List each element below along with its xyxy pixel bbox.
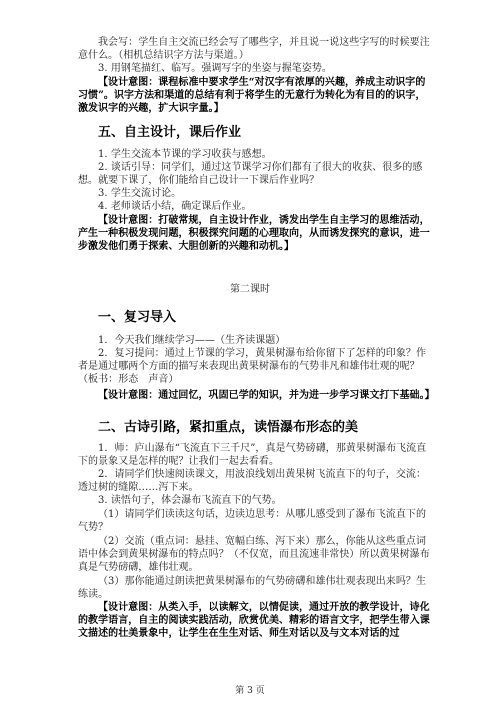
paragraph: 2．请同学们快速阅读课文，用波浪线划出黄果树飞流直下的句子，交流：透过树的缝隙……泻下来。: [78, 469, 427, 493]
paragraph: （1）请同学们读读这句话，边读边思考：从哪儿感受到了瀑布飞流直下的气势？: [78, 509, 427, 533]
paragraph: 2．复习提问：通过上节课的学习，黄果树瀑布给你留下了怎样的印象？作者是通过哪两个方面的描写来表现出黄果树瀑布的气势非凡和雄伟壮观的呢？（板书：形态 声音）: [78, 348, 427, 385]
design-intent-paragraph: 【设计意图：打破常规，自主设计作业，诱发出学生自主学习的思维活动，产生一种积极发现问题，积极探究问题的心理取向，从而诱发探究的意识，进一步激发他们勇于探索、大胆创新的兴趣和动机。】: [78, 215, 430, 252]
section-heading: 一、复习导入: [98, 310, 177, 325]
paragraph: 2. 谈话引导：同学们，通过这节课学习你们都有了很大的收获、很多的感想。就要下课了，你们能给自己设计一下课后作业吗？: [78, 162, 423, 186]
section-heading: 二、古诗引路，紧扣重点，读悟瀑布形态的美: [98, 420, 359, 435]
paragraph: 3. 学生交流讨论。: [98, 188, 182, 199]
lesson-title: 第二课时: [230, 284, 270, 295]
paragraph: 1. 学生交流本节课的学习收获与感想。: [98, 149, 272, 160]
paragraph: （2）交流（重点词：悬挂、宽幅白练、泻下来）那么，你能从这些重点词语中体会到黄果树瀑布的特点吗？（不仅宽，而且流速非常快）所以黄果树瀑布真是气势磅礴，雄伟壮观。: [78, 536, 430, 573]
paragraph: 4. 老师谈话小结，确定课后作业。: [98, 201, 252, 212]
paragraph: 1．师：庐山瀑布“飞流直下三千尺”，真是气势磅礴，那黄果树瀑布飞流直下的景象又是怎样的呢？让我们一起去看看。: [78, 443, 427, 467]
paragraph: 3. 读悟句子，体会瀑布飞流直下的气势。: [98, 495, 282, 506]
paragraph: 1．今天我们继续学习——（生齐读课题）: [98, 335, 286, 346]
paragraph: 我会写：学生自主交流已经会写了哪些字，并且说一说这些字写的时候要注意什么。（相机总结识字方法与渠道。）: [78, 37, 430, 61]
page-number: 第 3 页: [235, 686, 265, 696]
design-intent-paragraph: 【设计意图：课程标准中要求学生“对汉字有浓厚的兴趣，养成主动识字的习惯”。识字方法和渠道的总结有利于将学生的无意行为转化为有目的的识字，激发识字的兴趣，扩大识字量。】: [78, 77, 426, 114]
paragraph: （3）那你能通过朗读把黄果树瀑布的气势磅礴和雄伟壮观表现出来吗？生练读。: [78, 576, 427, 600]
design-intent-paragraph: 【设计意图：通过回忆，巩固已学的知识，并为进一步学习课文打下基础。】: [98, 390, 435, 401]
paragraph: 3. 用钢笔描红、临写。强调写字的坐姿与握笔姿势。: [98, 63, 332, 74]
section-heading: 五、自主设计，课后作业: [98, 125, 242, 140]
design-intent-paragraph: 【设计意图：从类入手，以读解文，以情促读，通过开放的教学设计，诗化的教学语言，自主的阅读实践活动，欣赏优美、精彩的语言文字，把学生带入课文描述的壮美景象中，让学生在生生对话、师生对话以及与文本对话的过: [78, 602, 430, 639]
